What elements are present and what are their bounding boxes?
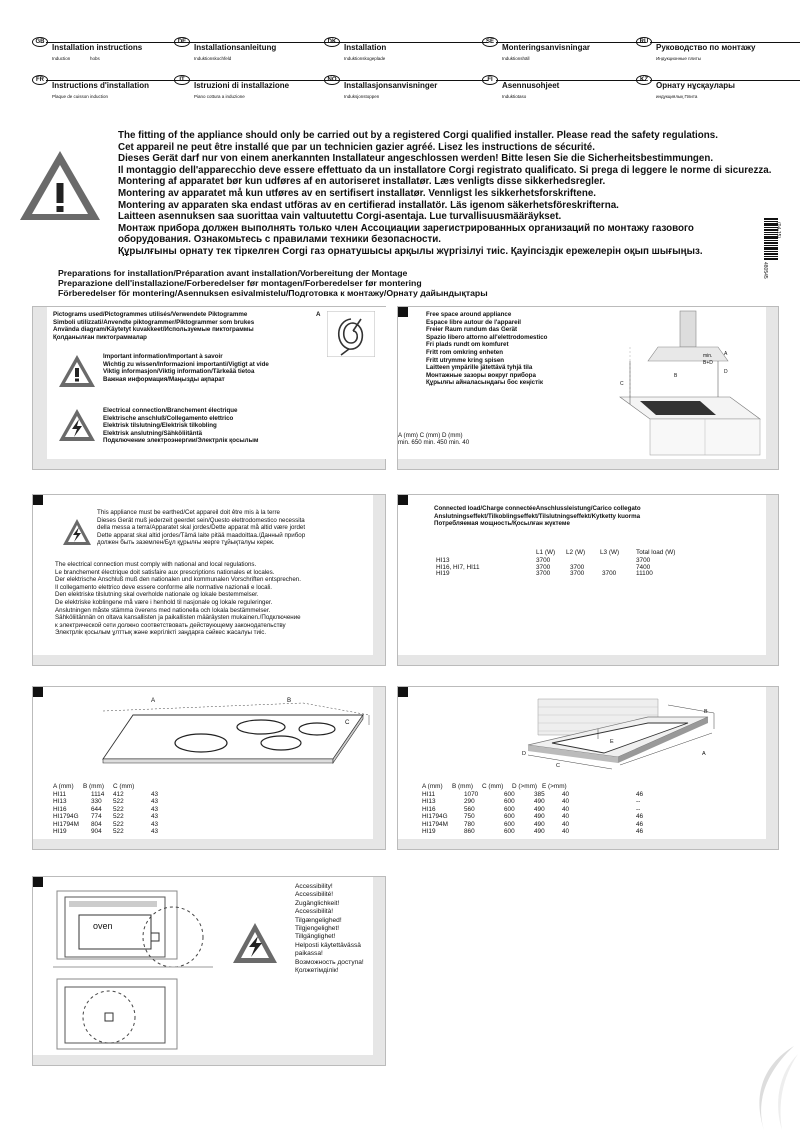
- fs-line: Free space around appliance: [426, 311, 512, 318]
- language-title: Asennusohjeet: [502, 81, 560, 90]
- dimensions-panel: [32, 686, 386, 850]
- access-line: Tilgjengelighet!: [295, 925, 340, 933]
- earth-line: della messa a terra/Apparatet skal jordes/Dette apparat må altid være jordet: [97, 524, 306, 532]
- step-marker: [398, 687, 408, 697]
- language-block-fr: [32, 75, 182, 105]
- language-block-dk: [324, 37, 474, 67]
- electrical-line: Подключение электроэнергии/Электрлік қосылым: [103, 437, 259, 445]
- table-cell-b: 522: [113, 828, 124, 835]
- table-cell-model: HI13: [422, 798, 436, 806]
- electrical-icon: [57, 407, 97, 443]
- dim-label-b: B: [287, 697, 292, 704]
- table-header-cell: B (mm): [452, 783, 473, 790]
- table-cell-c: 43: [151, 828, 159, 835]
- reg-line: Il collegamento elettrico deve essere conforme alle normative nazionali e locali.: [55, 583, 273, 591]
- access-line: Возможность доступа!: [295, 958, 364, 966]
- table-cell-total: 7400: [636, 563, 651, 571]
- access-line: Zugänglichkeit!: [295, 899, 340, 907]
- oven-label: oven: [93, 921, 113, 931]
- access-line: Accessibilità!: [295, 908, 334, 916]
- table-cell-e: 46: [636, 791, 644, 798]
- barcode-code: (04-15): [775, 222, 781, 239]
- table-cell-e: 46: [636, 820, 644, 828]
- access-line: Helposti käytettävässä: [295, 941, 361, 949]
- table-cell-model: HI16, HI7, HI11: [436, 563, 480, 571]
- electrical-icon: [231, 921, 279, 965]
- table-cell-c: 490: [534, 805, 545, 813]
- table-cell-model: HI16: [53, 805, 67, 813]
- table-cell-l1: 3700: [536, 570, 551, 578]
- language-title: Installation instructions: [52, 43, 143, 52]
- table-header-cell: E (>mm): [542, 783, 567, 790]
- electrical-line: Elektrisk anslutning/Sähköliitäntä: [103, 429, 203, 437]
- fs-line: Spazio libero attorno all'elettrodomestico: [426, 333, 548, 341]
- table-cell-l2: 3700: [570, 563, 585, 571]
- table-header-cell: C (mm): [482, 783, 504, 790]
- language-subtitle: Induksjonstoppen: [344, 94, 380, 99]
- earth-line: This appliance must be earthed/Cet appareil doit être mis à la terre: [97, 509, 280, 516]
- cutout-panel: [397, 686, 779, 850]
- reg-line: Den elektriske tilslutning skal overholde nationale og lokale bestemmelser.: [55, 591, 259, 599]
- table-cell-l3: 3700: [602, 570, 617, 578]
- earth-line: Dette apparat skal altid jordes/Tämä laite pitää maadoittaa./Данный прибор: [97, 531, 306, 539]
- warning-line: Монтаж прибора должен выполнять только член Ассоциации зарегистрированных организаций по монтажу газового: [118, 222, 694, 234]
- table-cell-d: 40: [562, 798, 570, 806]
- table-cell-a: 774: [91, 813, 102, 821]
- step-marker: [33, 687, 43, 697]
- diagram-label-c: C: [620, 381, 624, 387]
- fs-line: Құрылғы айналасындағы бос кеңістік: [426, 379, 543, 387]
- earth-line: должен быть заземлен/Бұл құрылғы жерге тұйықталуы керек.: [97, 539, 275, 547]
- table-cell-a: 290: [464, 798, 475, 806]
- language-title: Installasjonsanvisninger: [344, 81, 438, 90]
- table-cell-a: 1114: [91, 791, 105, 798]
- language-code-badge: FR: [32, 75, 48, 85]
- language-title: Instructions d'installation: [52, 81, 150, 90]
- table-cell-c: 43: [151, 805, 159, 813]
- oven-accessibility-diagram: [53, 887, 213, 1053]
- preparations-heading: [58, 268, 488, 298]
- table-cell-l1: 3700: [536, 557, 551, 564]
- language-title: Руководство по монтажу: [656, 43, 756, 52]
- safety-warning: [118, 130, 771, 258]
- warning-line: Құрылғыны орнату тек тіркелген Corgi газ орнатушысы арқылы жүргізілуі тиіс. Қауіпсіздік ережелерін оқып шығыңыз.: [118, 245, 703, 257]
- fs-line: Fritt rom omkring enheten: [426, 348, 504, 356]
- electrical-text: [103, 407, 258, 445]
- table-cell-model: HI13: [53, 798, 67, 806]
- table-cell-l2: 3700: [570, 570, 585, 578]
- warning-line: Montering av apparaten ska endast utföras av en certifierad installatör. Läs igenom säkerhetsföreskrifterna.: [118, 199, 619, 211]
- warning-line: Cet appareil ne peut être installé que par un technicien gazier agréé. Lisez les instructions de sécurité.: [118, 141, 595, 153]
- reg-line: Le branchement électrique doit satisfaire aux prescriptions nationales et locales.: [55, 568, 275, 576]
- dim-label-a: A: [151, 697, 156, 704]
- table-cell-e: --: [636, 798, 641, 806]
- language-subtitle: Induktionskogeplade: [344, 56, 386, 61]
- table-cell-total: 3700: [636, 557, 651, 564]
- pictograms-heading: [53, 311, 254, 341]
- language-code-badge: FI: [482, 75, 498, 85]
- table-cell-l1: 3700: [536, 563, 551, 571]
- fs-line: Монтажные зазоры вокруг прибора: [426, 371, 536, 379]
- hob-dimensions-diagram: [73, 695, 373, 775]
- load-heading-line: Connected load/Charge connectéeAnschlussleistung/Carico collegato: [434, 505, 641, 512]
- heading-line: Қолданылған пиктограммалар: [53, 333, 147, 341]
- cut-label-e: E: [610, 739, 614, 745]
- language-block-kz: [636, 75, 786, 105]
- table-cell-model: HI1794G: [53, 813, 79, 821]
- cable-label: A: [316, 311, 321, 318]
- table-cell-a: 780: [464, 820, 475, 828]
- table-cell-e: 46: [636, 828, 644, 835]
- diagram-label-bd: B+D: [703, 360, 713, 366]
- diagram-label-a: A: [724, 351, 728, 357]
- language-subtitle: Индукционные плиты: [656, 56, 701, 61]
- table-cell-b: 522: [113, 813, 124, 821]
- free-space-panel: [397, 306, 779, 470]
- fs-line: Freier Raum rundum das Gerät: [426, 326, 518, 334]
- cut-label-d: D: [522, 751, 526, 757]
- table-cell-b: 412: [113, 791, 124, 798]
- table-cell-c: 43: [151, 798, 159, 806]
- diagram-label-b: B: [674, 373, 678, 379]
- table-cell-model: HI11: [422, 791, 436, 798]
- cut-label-b: B: [704, 709, 708, 715]
- table-cell-a: 804: [91, 820, 102, 828]
- step-marker: [398, 307, 408, 317]
- table-header-cell: B (mm): [83, 783, 104, 790]
- table-cell-c: 490: [534, 798, 545, 806]
- table-cell-a: 750: [464, 813, 475, 821]
- table-cell-a: 904: [91, 828, 102, 835]
- table-header-cell: L3 (W): [600, 549, 620, 556]
- warning-line: Laitteen asennuksen saa suorittaa vain valtuutettu Corgi-asentaja. Lue turvallisuusmääräykset.: [118, 211, 562, 223]
- access-line: paikassa!: [295, 950, 323, 958]
- table-cell-model: HI13: [436, 557, 450, 564]
- important-line: Wichtig zu wissen/Informazioni importanti/Vigtigt at vide: [103, 360, 269, 368]
- language-block-ru: [636, 37, 786, 67]
- language-subtitle-2: hobs: [90, 56, 100, 61]
- table-cell-model: HI11: [53, 791, 67, 798]
- table-cell-d: 40: [562, 791, 570, 798]
- language-code-badge: RU: [636, 37, 652, 47]
- electrical-line: Elektrisk tilslutning/Elektrisk tilkobling: [103, 422, 217, 430]
- language-title: Орнату нұсқаулары: [656, 81, 735, 90]
- language-code-badge: IT: [174, 75, 190, 85]
- step-marker: [33, 877, 43, 887]
- table-cell-model: HI16: [422, 805, 436, 813]
- table-cell-a: 560: [464, 805, 475, 813]
- table-cell-total: 11100: [636, 570, 653, 578]
- accessibility-text: [295, 883, 364, 975]
- important-info-text: [103, 353, 269, 383]
- table-cell-model: HI19: [53, 828, 67, 835]
- language-block-gb: [32, 37, 182, 67]
- table-header-cell: L2 (W): [566, 549, 586, 556]
- language-title: Istruzioni di installazione: [194, 81, 290, 90]
- table-cell-b: 522: [113, 798, 124, 806]
- table-cell-b: 600: [504, 791, 515, 798]
- table-header-cell: A (mm): [53, 783, 74, 790]
- cutout-table: [422, 783, 722, 843]
- reg-line: к электрической сети должно соответствовать действующему законодательству: [55, 621, 286, 629]
- cutout-diagram: [508, 695, 738, 777]
- table-cell-model: HI19: [436, 570, 450, 578]
- load-heading-line: Anslutningseffekt/Tilkoblingseffekt/Tilslutningseffekt/Kytketty kuorma: [434, 512, 641, 520]
- warning-line: Il montaggio dell'apparecchio deve essere effettuato da un installatore Corgi registrato qualificato. Si prega di leggere le norme di sicurezza.: [118, 164, 772, 176]
- fs-line: Fritt utrymme kring spisen: [426, 356, 505, 364]
- warning-triangle-icon: [18, 148, 103, 223]
- access-line: Accessibility!: [295, 883, 333, 890]
- language-subtitle: Induktionskochfeld: [194, 56, 232, 61]
- language-subtitle: Induktionshäll: [502, 56, 530, 61]
- table-cell-b: 600: [504, 813, 515, 821]
- language-code-badge: DE: [174, 37, 190, 47]
- language-title: Monteringsanvisningar: [502, 43, 591, 52]
- important-info-icon: [57, 353, 97, 389]
- table-cell-b: 600: [504, 828, 515, 835]
- table-cell-d: 40: [562, 813, 570, 821]
- heading-line: Använda diagram/Käytetyt kuvakkeet/Используемые пиктограммы: [53, 326, 254, 334]
- reg-line: Электрлік қосылым ұлттық және жергілікті заңдарға сәйкес жасалуы тиіс.: [55, 629, 267, 637]
- table-cell-c: 43: [151, 820, 159, 828]
- table-cell-model: HI19: [422, 828, 436, 835]
- step-marker: [33, 495, 43, 505]
- reg-line: The electrical connection must comply with national and local regulations.: [55, 561, 257, 568]
- table-cell-b: 522: [113, 805, 124, 813]
- table-header-cell: A (mm): [422, 783, 443, 790]
- warning-line: Dieses Gerät darf nur von einem anerkannten Installateur angeschlossen werden! Bitte lesen Sie die Sicherheitsbestimmungen.: [118, 153, 714, 165]
- language-block-no: [324, 75, 474, 105]
- table-cell-model: HI1794M: [422, 820, 448, 828]
- table-header-cell: L1 (W): [536, 549, 556, 556]
- cut-label-a: A: [702, 751, 706, 757]
- language-block-fi: [482, 75, 632, 105]
- table-cell-c: 43: [151, 791, 159, 798]
- prep-line: Preparations for installation/Préparation avant installation/Vorbereitung der Montage: [58, 268, 408, 278]
- electrical-icon: [61, 517, 93, 547]
- step-marker: [398, 495, 408, 505]
- accessibility-panel: [32, 876, 386, 1066]
- dim-label-c: C: [345, 719, 350, 726]
- table-cell-model: HI1794G: [422, 813, 448, 821]
- language-block-de: [174, 37, 324, 67]
- table-cell-a: 644: [91, 805, 102, 813]
- language-subtitle: Piano cottura a induzione: [194, 94, 245, 99]
- electrical-regulations: [55, 561, 301, 637]
- load-heading: [434, 505, 641, 528]
- heading-line: Simboli utilizzati/Anvendte piktogrammer/Piktogrammer som brukes: [53, 318, 255, 326]
- diagram-label-min: min.: [703, 353, 713, 359]
- warning-line: оборудования. Ознакомьтесь с правилами техники безопасности.: [118, 234, 441, 246]
- access-line: Tilgængelighed!: [295, 916, 342, 924]
- language-subtitle: индукциялық Плита: [656, 94, 698, 99]
- access-line: Қолжетімділік!: [295, 967, 339, 975]
- table-cell-d: 40: [562, 828, 570, 835]
- table-header-cell: Total load (W): [636, 549, 676, 556]
- important-line: Важная информация/Маңызды ақпарат: [103, 375, 225, 383]
- language-code-badge: NO: [324, 75, 340, 85]
- electrical-line: Electrical connection/Branchement électrique: [103, 407, 238, 414]
- reg-line: De elektriske koblingene må være i henhold til nasjonale og lokale reguleringer.: [55, 598, 273, 606]
- important-line: Viktig informasjon/Viktig information/Tärkeää tietoa: [103, 368, 255, 376]
- language-block-it: [174, 75, 324, 105]
- warning-line: Montering af apparatet bør kun udføres af en autoriseret installatør. Læs venligts disse sikkerhedsregler.: [118, 176, 606, 188]
- language-code-badge: KZ: [636, 75, 652, 85]
- fs-line: Laitteen ympärille jätettävä tyhjä tila: [426, 364, 533, 372]
- table-header-cell: C (mm): [113, 783, 135, 790]
- table-cell-b: 522: [113, 820, 124, 828]
- table-cell-e: --: [636, 805, 641, 813]
- table-cell-c: 490: [534, 813, 545, 821]
- heading-line: Pictograms used/Pictogrammes utilisés/Verwendete Piktogramme: [53, 311, 248, 318]
- cable-icon: [327, 311, 375, 357]
- language-title: Installation: [344, 43, 387, 52]
- fs-line: Espace libre autour de l'appareil: [426, 318, 522, 326]
- cut-label-c: C: [556, 763, 560, 769]
- fs-line: Fri plads rundt om komfuret: [426, 341, 509, 349]
- prep-line: Preparazione dell'installazione/Forberedelser før montagen/Forberedelser før montering: [58, 278, 422, 288]
- load-heading-line: Потребляемая мощность/Қосылған жүктеме: [434, 520, 570, 528]
- language-title: Installationsanleitung: [194, 43, 277, 52]
- connected-load-panel: [397, 494, 779, 666]
- language-subtitle: Induktiotaso: [502, 94, 527, 99]
- load-table: [436, 549, 736, 589]
- reg-line: Der elektrische Anschluß muß den nationalen und kommunalen Vorschriften entsprechen.: [55, 576, 301, 584]
- important-line: Important information/Important à savoir: [103, 353, 223, 360]
- warning-line: The fitting of the appliance should only be carried out by a registered Corgi qualified installer. Please read the safety regulations.: [118, 130, 718, 141]
- table-cell-a: 860: [464, 828, 475, 835]
- reg-line: Anslutningen måste stämma överens med nationella och lokala bestämmelser.: [55, 606, 271, 614]
- pictograms-panel: [32, 306, 386, 470]
- warning-line: Montering av apparatet må kun utføres av en sertifisert installatør. Vennligst les sikkerhetsforskriftene.: [118, 187, 597, 199]
- table-cell-c: 43: [151, 813, 159, 821]
- table-header-cell: D (>mm): [512, 783, 538, 790]
- language-subtitle: Induction: [52, 56, 71, 61]
- reg-line: Sähköliitännän on oltava kansallisten ja paikallisten määräysten mukainen./Подключение: [55, 614, 301, 622]
- table-cell-a: 1070: [464, 791, 479, 798]
- language-subtitle: Plaque de cuisson induction: [52, 94, 109, 99]
- table-cell-d: 40: [562, 820, 570, 828]
- table-cell-b: 600: [504, 820, 515, 828]
- electrical-line: Elektrische anschluß/Collegamento elettrico: [103, 414, 234, 422]
- table-cell-c: 490: [534, 828, 545, 835]
- barcode-number: 480545: [762, 262, 768, 279]
- decorative-swirl-icon: [734, 1044, 800, 1132]
- diagram-label-d: D: [724, 369, 728, 375]
- language-code-badge: SE: [482, 37, 498, 47]
- language-block-se: [482, 37, 632, 67]
- prep-line: Förberedelser för montering/Asennuksen esivalmistelu/Подготовка к монтажу/Орнату дайындықтары: [58, 288, 488, 298]
- table-cell-model: HI1794M: [53, 820, 79, 828]
- table-cell-c: 490: [534, 820, 545, 828]
- language-code-badge: GB: [32, 37, 48, 47]
- table-cell-c: 385: [534, 791, 545, 798]
- table-cell-a: 330: [91, 798, 102, 806]
- free-space-text: [426, 311, 547, 387]
- table-cell-b: 600: [504, 805, 515, 813]
- table-cell-b: 600: [504, 798, 515, 806]
- table-cell-e: 46: [636, 813, 644, 821]
- free-space-headers: A (mm) C (mm) D (mm): [398, 432, 463, 439]
- earth-line: Dieses Gerät muß jederzeit geerdet sein/Questo elettrodomestico necessita: [97, 516, 305, 524]
- access-line: Accessibilité!: [295, 891, 334, 899]
- language-code-badge: DK: [324, 37, 340, 47]
- free-space-values: min. 650 min. 450 min. 40: [398, 439, 470, 446]
- dimensions-table: [53, 783, 213, 843]
- table-cell-d: 40: [562, 805, 570, 813]
- earthing-panel: [32, 494, 386, 666]
- earthing-warning: [97, 509, 305, 547]
- access-line: Tillgänglighet!: [295, 933, 336, 941]
- free-space-diagram: [610, 309, 766, 457]
